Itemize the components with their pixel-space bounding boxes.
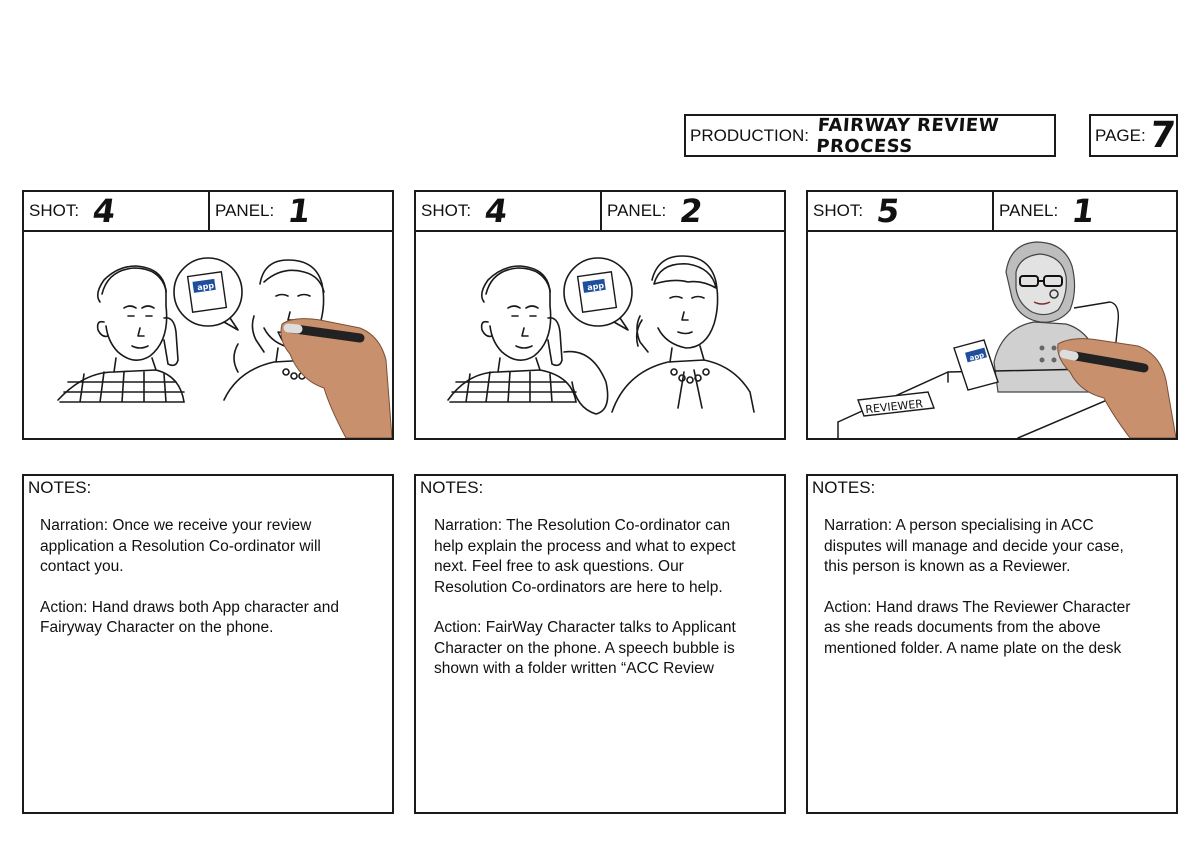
folder-icon	[578, 272, 617, 312]
panel-1-panel-cell	[210, 192, 392, 230]
shot-number: 4	[90, 192, 118, 230]
shot-label: SHOT:	[813, 201, 864, 220]
panel-3-illustration	[808, 232, 1176, 438]
narration-text: Narration: The Resolution Co-ordinator can help explain the process and what to expect next. Feel free to ask questions. Our Resolution Co-ordinators are here to help.	[434, 517, 736, 596]
panel-2-frame	[414, 232, 786, 440]
panel-2-panel-cell	[602, 192, 784, 230]
notes-body	[40, 516, 370, 659]
panel-2-header	[414, 190, 786, 232]
narration-text: Narration: A person specialising in ACC disputes will manage and decide your case, this person is known as a Reviewer.	[824, 517, 1124, 575]
notes-body	[824, 516, 1140, 679]
panel-2-shot-cell	[416, 192, 602, 230]
shot-label: SHOT:	[421, 201, 472, 220]
notes-label: NOTES:	[812, 478, 876, 497]
shot-number: 5	[874, 192, 902, 230]
panel-label: PANEL:	[607, 201, 667, 220]
panel-number: 1	[285, 192, 314, 230]
drawing-hand	[281, 319, 392, 438]
document-logo-text: app	[968, 351, 986, 363]
panel-3-header	[806, 190, 1178, 232]
panel-number: 1	[1069, 192, 1098, 230]
narration-text: Narration: Once we receive your review application a Resolution Co-ordinator will contact you.	[40, 517, 321, 575]
panel-label: PANEL:	[999, 201, 1059, 220]
action-text: Action: FairWay Character talks to Applicant Character on the phone. A speech bubble is shown with a folder written “ACC Review	[434, 619, 736, 677]
panel-3-notes	[806, 474, 1178, 814]
shot-number: 4	[482, 192, 510, 230]
shot-label: SHOT:	[29, 201, 80, 220]
production-title: FAIRWAY REVIEW PROCESS	[815, 114, 1000, 157]
document-icon	[954, 340, 998, 390]
panel-3-panel-cell	[994, 192, 1176, 230]
panel-2-notes	[414, 474, 786, 814]
folder-logo-text: app	[196, 281, 215, 293]
action-text: Action: Hand draws The Reviewer Character as she reads documents from the above mentioned folder. A name plate on the desk	[824, 598, 1131, 657]
action-text: Action: Hand draws both App character and Fairyway Character on the phone.	[40, 598, 339, 636]
panel-1-notes	[22, 474, 394, 814]
notes-label: NOTES:	[28, 478, 92, 497]
panel-number: 2	[677, 192, 706, 230]
page-label: PAGE:	[1095, 125, 1146, 145]
production-box	[684, 114, 1056, 157]
panel-1-header	[22, 190, 394, 232]
notes-body	[434, 516, 760, 700]
panel-1-shot-cell	[24, 192, 210, 230]
panel-3-frame	[806, 232, 1178, 440]
panel-1-illustration	[24, 232, 392, 438]
nameplate-text: REVIEWER	[864, 397, 924, 417]
page-number-box	[1089, 114, 1178, 157]
reviewer-nameplate	[858, 392, 934, 416]
production-label: PRODUCTION:	[690, 125, 809, 145]
panel-2-illustration	[416, 232, 784, 438]
panel-label: PANEL:	[215, 201, 275, 220]
folder-logo-text: app	[586, 281, 605, 293]
page-number: 7	[1147, 114, 1177, 156]
panel-1-frame	[22, 232, 394, 440]
folder-icon	[188, 272, 227, 312]
notes-label: NOTES:	[420, 478, 484, 497]
panel-3-shot-cell	[808, 192, 994, 230]
